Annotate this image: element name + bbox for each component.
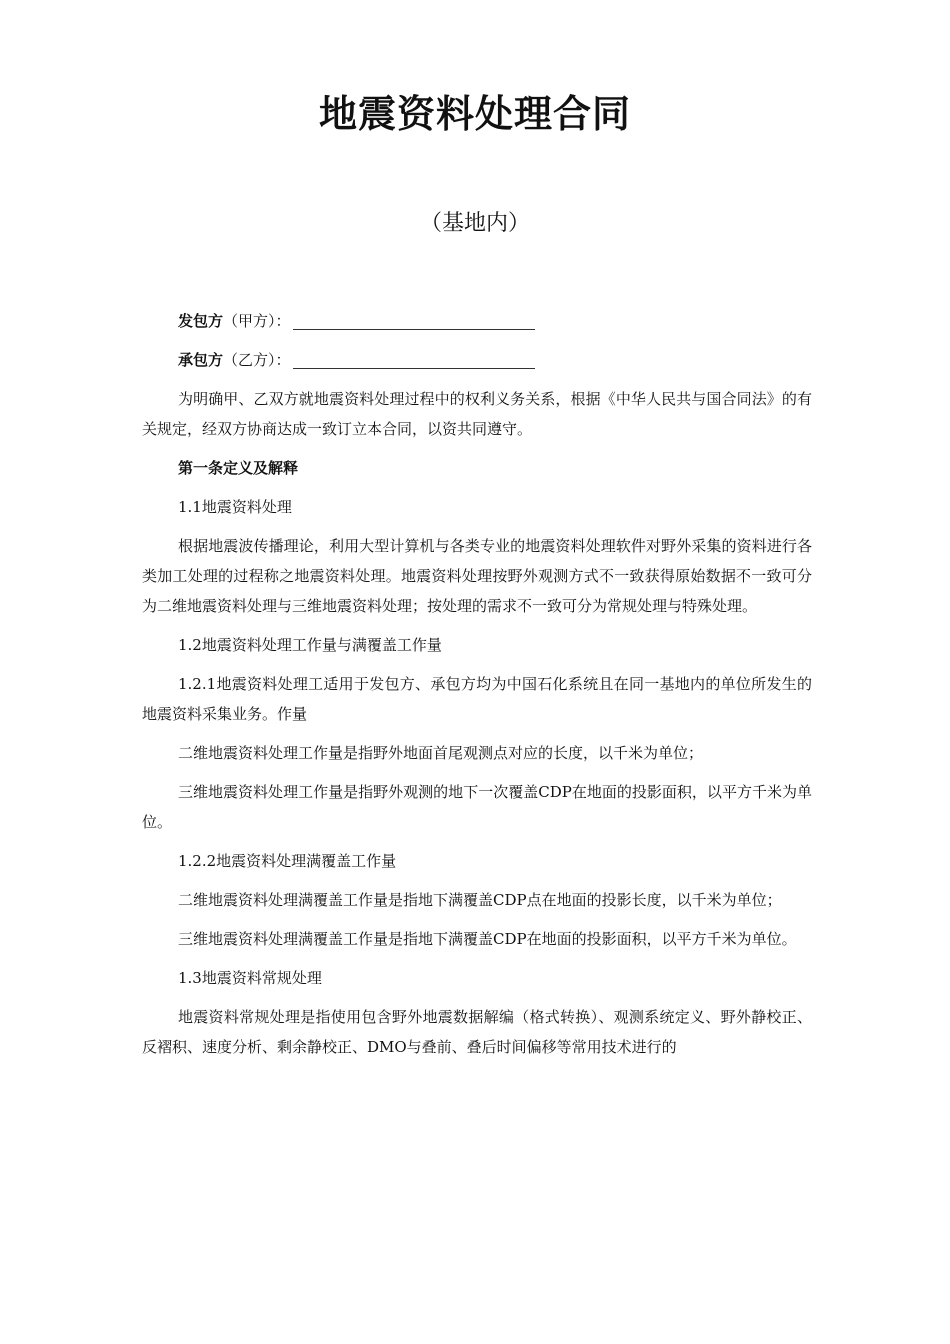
party-b-blank: [293, 350, 535, 369]
section-1-1-heading: 1.1地震资料处理: [178, 498, 292, 516]
party-b-paren: （乙方）：: [223, 351, 291, 369]
section-1-1-paragraph: 根据地震波传播理论，利用大型计算机与各类专业的地震资料处理软件对野外采集的资料进行各类加工处理的过程称之地震资料处理。地震资料处理按野外观测方式不一致获得原始数据不一致可分为二维地震资料处理与三维地震资料处理；按处理的需求不一致可分为常规处理与特殊处理。: [142, 537, 812, 615]
section-1-2-2-3d-paragraph: 三维地震资料处理满覆盖工作量是指地下满覆盖CDP在地面的投影面积，以平方千米为单位。: [178, 930, 797, 948]
section-1-3-heading: 1.3地震资料常规处理: [178, 969, 322, 987]
section-1-2-2-2d-paragraph: 二维地震资料处理满覆盖工作量是指地下满覆盖CDP点在地面的投影长度，以千米为单位；: [178, 891, 782, 909]
document-subtitle: （基地内）: [419, 211, 530, 236]
party-a-blank: [293, 311, 535, 330]
section-1-2-1-3d-paragraph: 三维地震资料处理工作量是指野外观测的地下一次覆盖CDP在地面的投影面积，以平方千米为单位。: [142, 783, 812, 831]
party-b-label: 承包方: [178, 351, 224, 369]
party-a-paren: （甲方）：: [223, 312, 291, 330]
document-body: [142, 306, 812, 1071]
intro-paragraph: 为明确甲、乙双方就地震资料处理过程中的权利义务关系，根据《中华人民共与国合同法》的有关规定，经双方协商达成一致订立本合同，以资共同遵守。: [142, 390, 812, 438]
section-1-2-heading: 1.2地震资料处理工作量与满覆盖工作量: [178, 636, 442, 654]
party-a-label: 发包方: [178, 312, 224, 330]
section-1-2-1-2d-paragraph: 二维地震资料处理工作量是指野外地面首尾观测点对应的长度，以千米为单位；: [178, 744, 704, 762]
section-1-3-paragraph: 地震资料常规处理是指使用包含野外地震数据解编（格式转换）、观测系统定义、野外静校正、反褶积、速度分析、剩余静校正、DMO与叠前、叠后时间偏移等常用技术进行的: [142, 1008, 812, 1056]
section-1-2-1-paragraph: 1.2.1地震资料处理工适用于发包方、承包方均为中国石化系统且在同一基地内的单位所发生的地震资料采集业务。作量: [142, 675, 812, 723]
article-1-heading: 第一条定义及解释: [178, 459, 299, 477]
document-title: 地震资料处理合同: [318, 92, 631, 136]
section-1-2-2-heading: 1.2.2地震资料处理满覆盖工作量: [178, 852, 397, 870]
party-b-line: [142, 345, 812, 375]
party-a-line: [142, 306, 812, 336]
